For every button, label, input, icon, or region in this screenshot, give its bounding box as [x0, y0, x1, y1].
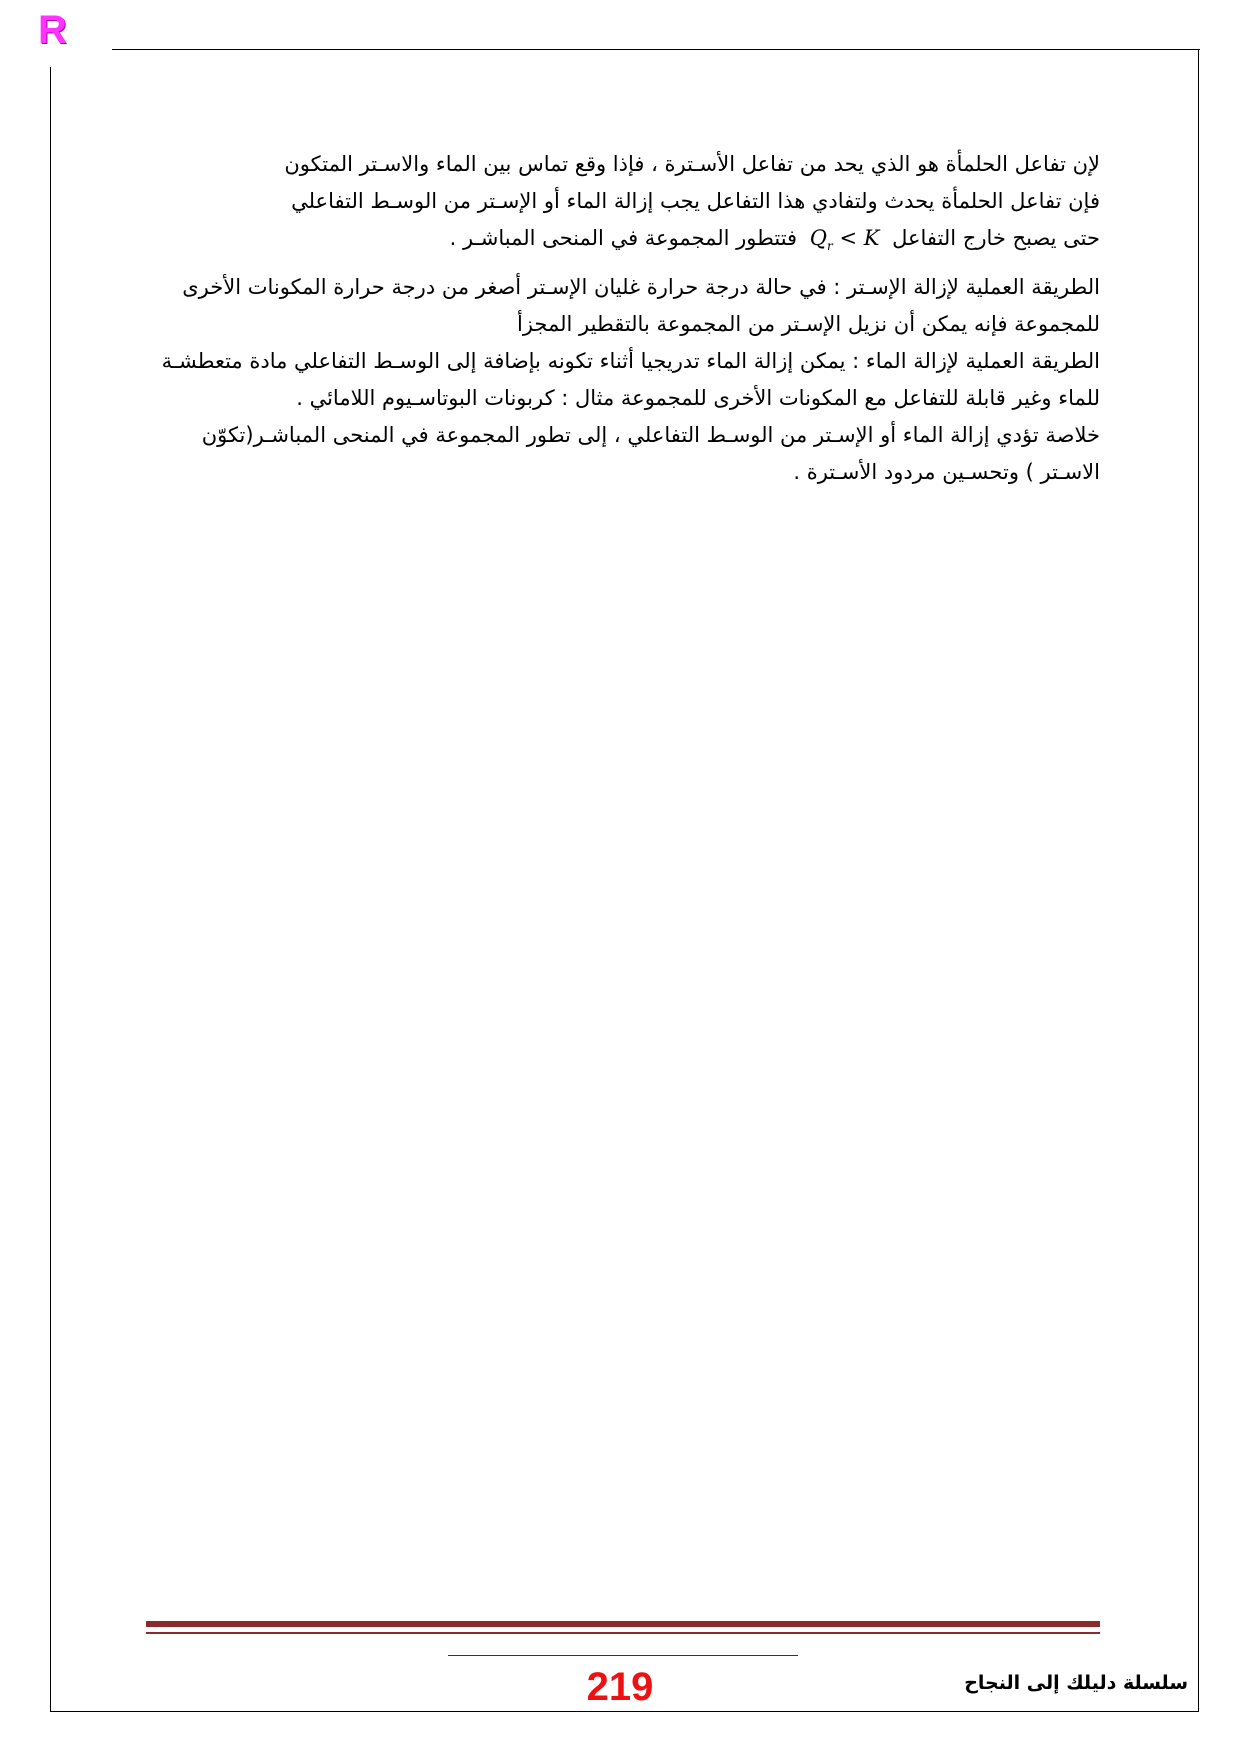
math-expression: [804, 220, 886, 265]
paragraph-line: فتتطور المجموعة في المنحى المباشـر .: [449, 226, 798, 250]
paragraph-line: حتى يصبح خارج التفاعل: [892, 226, 1100, 250]
paragraph-ester-removal: الطريقة العملية لإزالة الإسـتر : في حالة درجة حرارة غليان الإسـتر أصغر من درجة حرارة المكونات الأخرى للمجموعة فإنه يمكن أن نزيل الإسـتر من المجموعة بالتقطير المجزأ: [182, 275, 1100, 337]
document-body: [150, 146, 1100, 491]
math-subscript: r: [827, 239, 833, 254]
math-rest: < K: [832, 226, 880, 250]
paragraph-hydrolysis: [150, 146, 1100, 265]
paragraph-conclusion: خلاصة تؤدي إزالة الماء أو الإسـتر من الوسـط التفاعلي ، إلى تطور المجموعة في المنحى المباشـر(تكوّن الاسـتر ) وتحسـين مردود الأسـترة .: [201, 423, 1100, 485]
page-number: 219: [586, 1665, 654, 1709]
footer-rule-thin: [146, 1632, 1100, 1634]
page-frame-top: [112, 49, 1200, 50]
logo-letter: R: [38, 8, 67, 52]
footer-link-line: [448, 1655, 798, 1656]
page-frame-bottom: [50, 1711, 1199, 1712]
paragraph-line: فإن تفاعل الحلمأة يحدث ولتفادي هذا التفاعل يجب إزالة الماء أو الإسـتر من الوسـط التفاعلي: [291, 189, 1100, 213]
paragraph-line: لإن تفاعل الحلمأة هو الذي يحد من تفاعل الأسـترة ، فإذا وقع تماس بين الماء والاسـتر المتكون: [284, 152, 1100, 176]
math-q: Q: [809, 226, 828, 250]
page-frame-right: [1198, 49, 1199, 1711]
paragraph-water-removal: الطريقة العملية لإزالة الماء : يمكن إزالة الماء تدريجيا أثناء تكونه بإضافة إلى الوسـط التفاعلي مادة متعطشـة للماء وغير قابلة للتفاعل مع المكونات الأخرى للمجموعة مثال : كربونات البوتاسـيوم اللامائي .: [161, 349, 1100, 411]
series-title: سلسلة دليلك إلى النجاح: [964, 1672, 1188, 1694]
footer-rule-thick: [146, 1621, 1100, 1627]
page-frame-left: [50, 67, 51, 1711]
